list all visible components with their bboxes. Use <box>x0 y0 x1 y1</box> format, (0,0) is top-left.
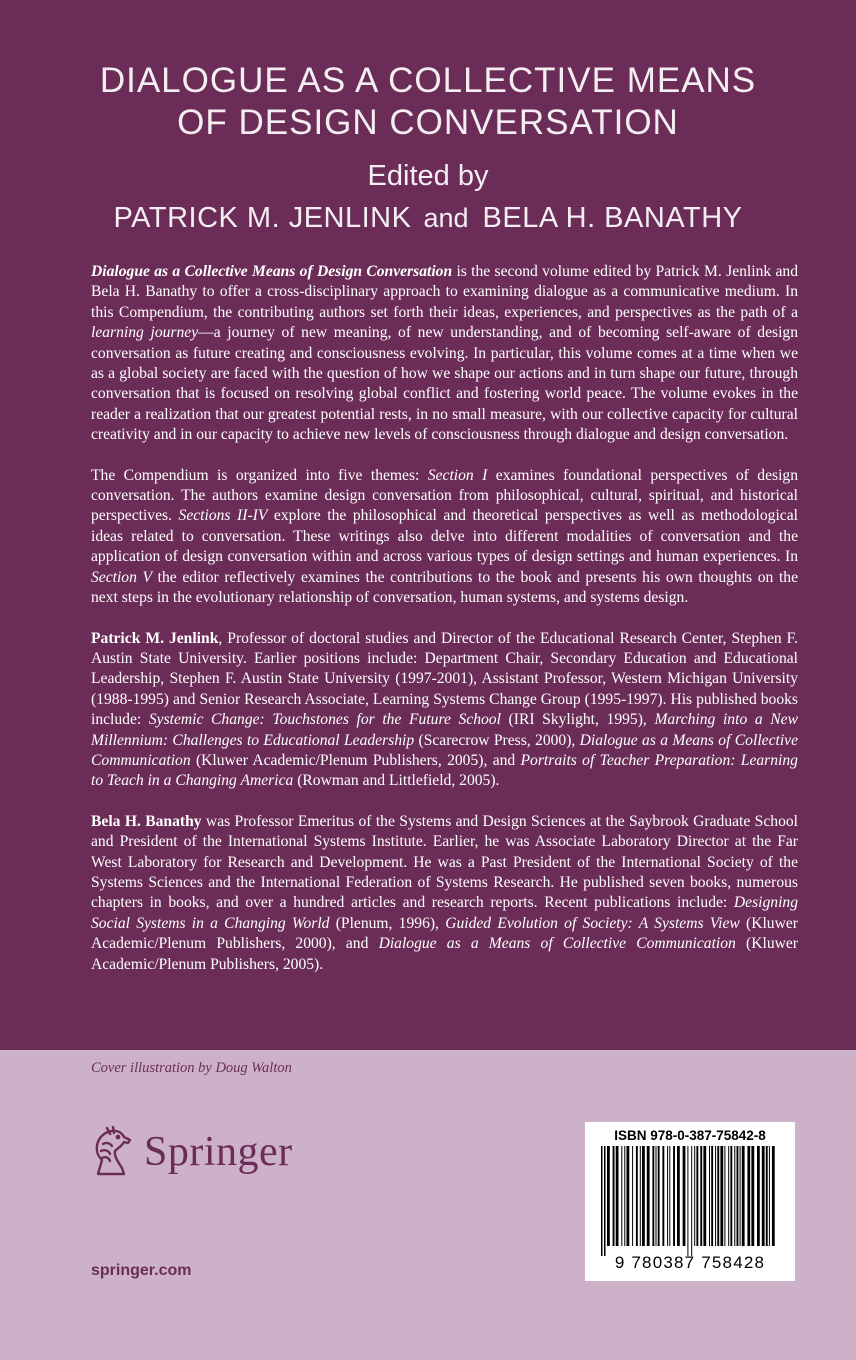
bio-banathy <box>91 812 798 975</box>
barcode-bar <box>601 1146 603 1256</box>
blurb-paragraph-2 <box>91 466 798 609</box>
blurb-text: examines foundational perspectives of design conversation. The authors examine design conversation from philosophical, cultural, spiritual, and historical perspectives. <box>91 466 799 525</box>
barcode-bar <box>762 1146 765 1246</box>
barcode-bar <box>683 1146 686 1246</box>
blurb-emphasis: learning journey <box>91 324 199 342</box>
book-title-line-1: DIALOGUE AS A COLLECTIVE MEANS <box>99 61 757 100</box>
barcode-bar <box>737 1146 739 1246</box>
barcode-bar <box>700 1146 702 1246</box>
barcode-bar <box>673 1146 675 1246</box>
book-title-inline: Dialogue as a Collective Means of Design Conversation <box>91 263 453 280</box>
barcode-bar <box>607 1146 610 1246</box>
cover-illustration-credit: Cover illustration by Doug Walton <box>91 1060 292 1076</box>
barcode-bars <box>599 1146 781 1256</box>
barcode-bar <box>747 1146 750 1246</box>
bio-text: (Kluwer Academic/Plenum Publishers, 2005). <box>91 935 798 973</box>
barcode-bar <box>724 1146 725 1246</box>
barcode-bar <box>621 1146 622 1246</box>
editors-line <box>0 198 856 238</box>
barcode-bar <box>728 1146 729 1246</box>
barcode-bar <box>766 1146 768 1246</box>
barcode-bar <box>604 1146 606 1256</box>
barcode-bar <box>709 1146 710 1246</box>
bio-jenlink <box>91 629 798 792</box>
bio-text: (Kluwer Academic/Plenum Publishers, 2005), and <box>190 751 521 769</box>
barcode-bar <box>652 1146 654 1246</box>
blurb-paragraph-1 <box>91 262 798 446</box>
barcode-bar <box>769 1146 770 1246</box>
barcode-bar <box>691 1146 692 1256</box>
barcode-bar <box>636 1146 638 1246</box>
publication-title: Systemic Change: Touchstones for the Future School <box>148 711 501 729</box>
blurb-text: the editor reflectively examines the contributions to the book and presents his own thoughts on the next steps in the evolutionary relationship of conversation, human systems, and systems design. <box>91 568 798 607</box>
barcode-bar <box>613 1146 615 1246</box>
barcode-bar <box>669 1146 670 1246</box>
barcode-bar <box>730 1146 732 1246</box>
publisher-name: Springer <box>144 1129 293 1175</box>
barcode-bar <box>658 1146 660 1246</box>
barcode-bar <box>742 1146 745 1246</box>
editor-1: PATRICK M. JENLINK <box>113 202 412 234</box>
barcode-bar <box>642 1146 645 1246</box>
blurb-text: is the second volume edited by Patrick M. Jenlink and Bela H. Banathy to offer a cross-disciplinary approach to examining dialogue as a communicative medium. In this Compendium, the contributing authors set forth their ideas, experiences, and perspectives as the path of a <box>91 263 798 321</box>
barcode-digits: 9 780387 758428 <box>614 1253 766 1272</box>
bio-name: Patrick M. Jenlink <box>91 629 219 647</box>
barcode-bar <box>624 1146 625 1246</box>
editor-2: BELA H. BANATHY <box>482 202 743 234</box>
blurb-emphasis: Sections II-IV <box>178 507 268 525</box>
isbn-barcode <box>585 1122 795 1281</box>
blurb-text: The Compendium is organized into five themes: <box>91 466 428 484</box>
barcode-bar <box>694 1146 695 1246</box>
bio-text: was Professor Emeritus of the Systems and Design Sciences at the Saybrook Graduate School and President of the International Systems Institute. Earlier, he was Associate Laboratory Director at the Far West Laboratory for Research and Development. He was a Past President of the International Society of the Systems Sciences and the International Federation of Systems Research. He published seven books, numerous chapters in books, and over a hundred articles and research reports. Recent publications include: <box>91 812 798 912</box>
blurb-emphasis: Section I <box>427 466 488 484</box>
barcode-bar <box>717 1146 719 1246</box>
barcode-bar <box>751 1146 754 1246</box>
publisher-website: springer.com <box>91 1262 192 1279</box>
barcode-bar <box>647 1146 650 1246</box>
bio-text: , Professor of doctoral studies and Director of the Educational Research Center, Stephen F. Austin State University. Earlier positions include: Department Chair, Secondary Education and Educational Leadership, Stephen F. Austin State University (1997-2001), Assistant Professor, Western Michigan University (1988-1995) and Senior Research Associate, Learning Systems Change Group (1995-1997). His published books include: <box>91 629 798 729</box>
blurb-text: —a journey of new meaning, of new understanding, and of becoming self-aware of design conversation as future creating and consciousness evolving. In particular, this volume comes at a time when we as a global society are faced with the question of how we shape our actions and in turn shape our future, through conversation that is focused on resolving global conflict and fostering world peace. The volume evokes in the reader a realization that our greatest potential rests, in no small measure, with our collective capacity for cultural creativity and in our capacity to achieve new levels of consciousness through dialogue and design conversation. <box>91 324 799 444</box>
springer-logo <box>88 1122 293 1182</box>
back-cover-blurb <box>91 262 798 995</box>
blurb-emphasis: Section V <box>91 568 153 586</box>
edited-by-label: Edited by <box>367 160 489 192</box>
barcode-bar <box>627 1146 630 1246</box>
barcode-bar <box>757 1146 760 1246</box>
barcode-bar <box>687 1146 688 1256</box>
barcode-bar <box>740 1146 741 1246</box>
barcode-bar <box>640 1146 641 1246</box>
publication-title: Designing Social Systems in a Changing World <box>91 894 798 932</box>
book-title-line-2: OF DESIGN CONVERSATION <box>177 103 679 142</box>
bio-text: (IRI Skylight, 1995), <box>500 711 655 729</box>
barcode-bar <box>667 1146 668 1246</box>
bio-text: (Plenum, 1996), <box>329 914 446 932</box>
barcode-bar <box>616 1146 619 1246</box>
barcode-bar <box>696 1146 698 1246</box>
barcode-bar <box>711 1146 713 1246</box>
publication-title: Dialogue as a Means of Collective Communication <box>91 731 798 769</box>
barcode-bar <box>662 1146 664 1246</box>
barcode-bar <box>677 1146 680 1246</box>
bio-text: (Rowman and Littlefield, 2005). <box>293 772 500 790</box>
bio-name: Bela H. Banathy <box>91 812 202 830</box>
bio-text: (Scarecrow Press, 2000), <box>414 731 580 749</box>
publication-title: Dialogue as a Means of Collective Communication <box>378 935 736 953</box>
publication-title: Portraits of Teacher Preparation: Learning to Teach in a Changing America <box>91 751 798 790</box>
barcode-bar <box>656 1146 657 1246</box>
and-conjunction: and <box>423 203 469 233</box>
barcode-bar <box>703 1146 706 1246</box>
barcode-bar <box>715 1146 716 1246</box>
publication-title: Marching into a New Millennium: Challenges to Educational Leadership <box>91 711 798 749</box>
barcode-bar <box>734 1146 735 1246</box>
springer-horse-icon <box>88 1124 140 1180</box>
blurb-text: explore the philosophical and theoretical perspectives as well as methodological ideas related to conversation. These writings also delve into different modalities of conversation and the application of design conversation within and across various types of design settings and human experiences. In <box>91 507 798 566</box>
isbn-label: ISBN 978-0-387-75842-8 <box>614 1128 766 1143</box>
barcode-bar <box>720 1146 723 1246</box>
bio-text: (Kluwer Academic/Plenum Publishers, 2000), and <box>91 914 798 953</box>
barcode-bar <box>632 1146 633 1246</box>
publication-title: Guided Evolution of Society: A Systems View <box>445 914 740 932</box>
barcode-bar <box>772 1146 775 1246</box>
